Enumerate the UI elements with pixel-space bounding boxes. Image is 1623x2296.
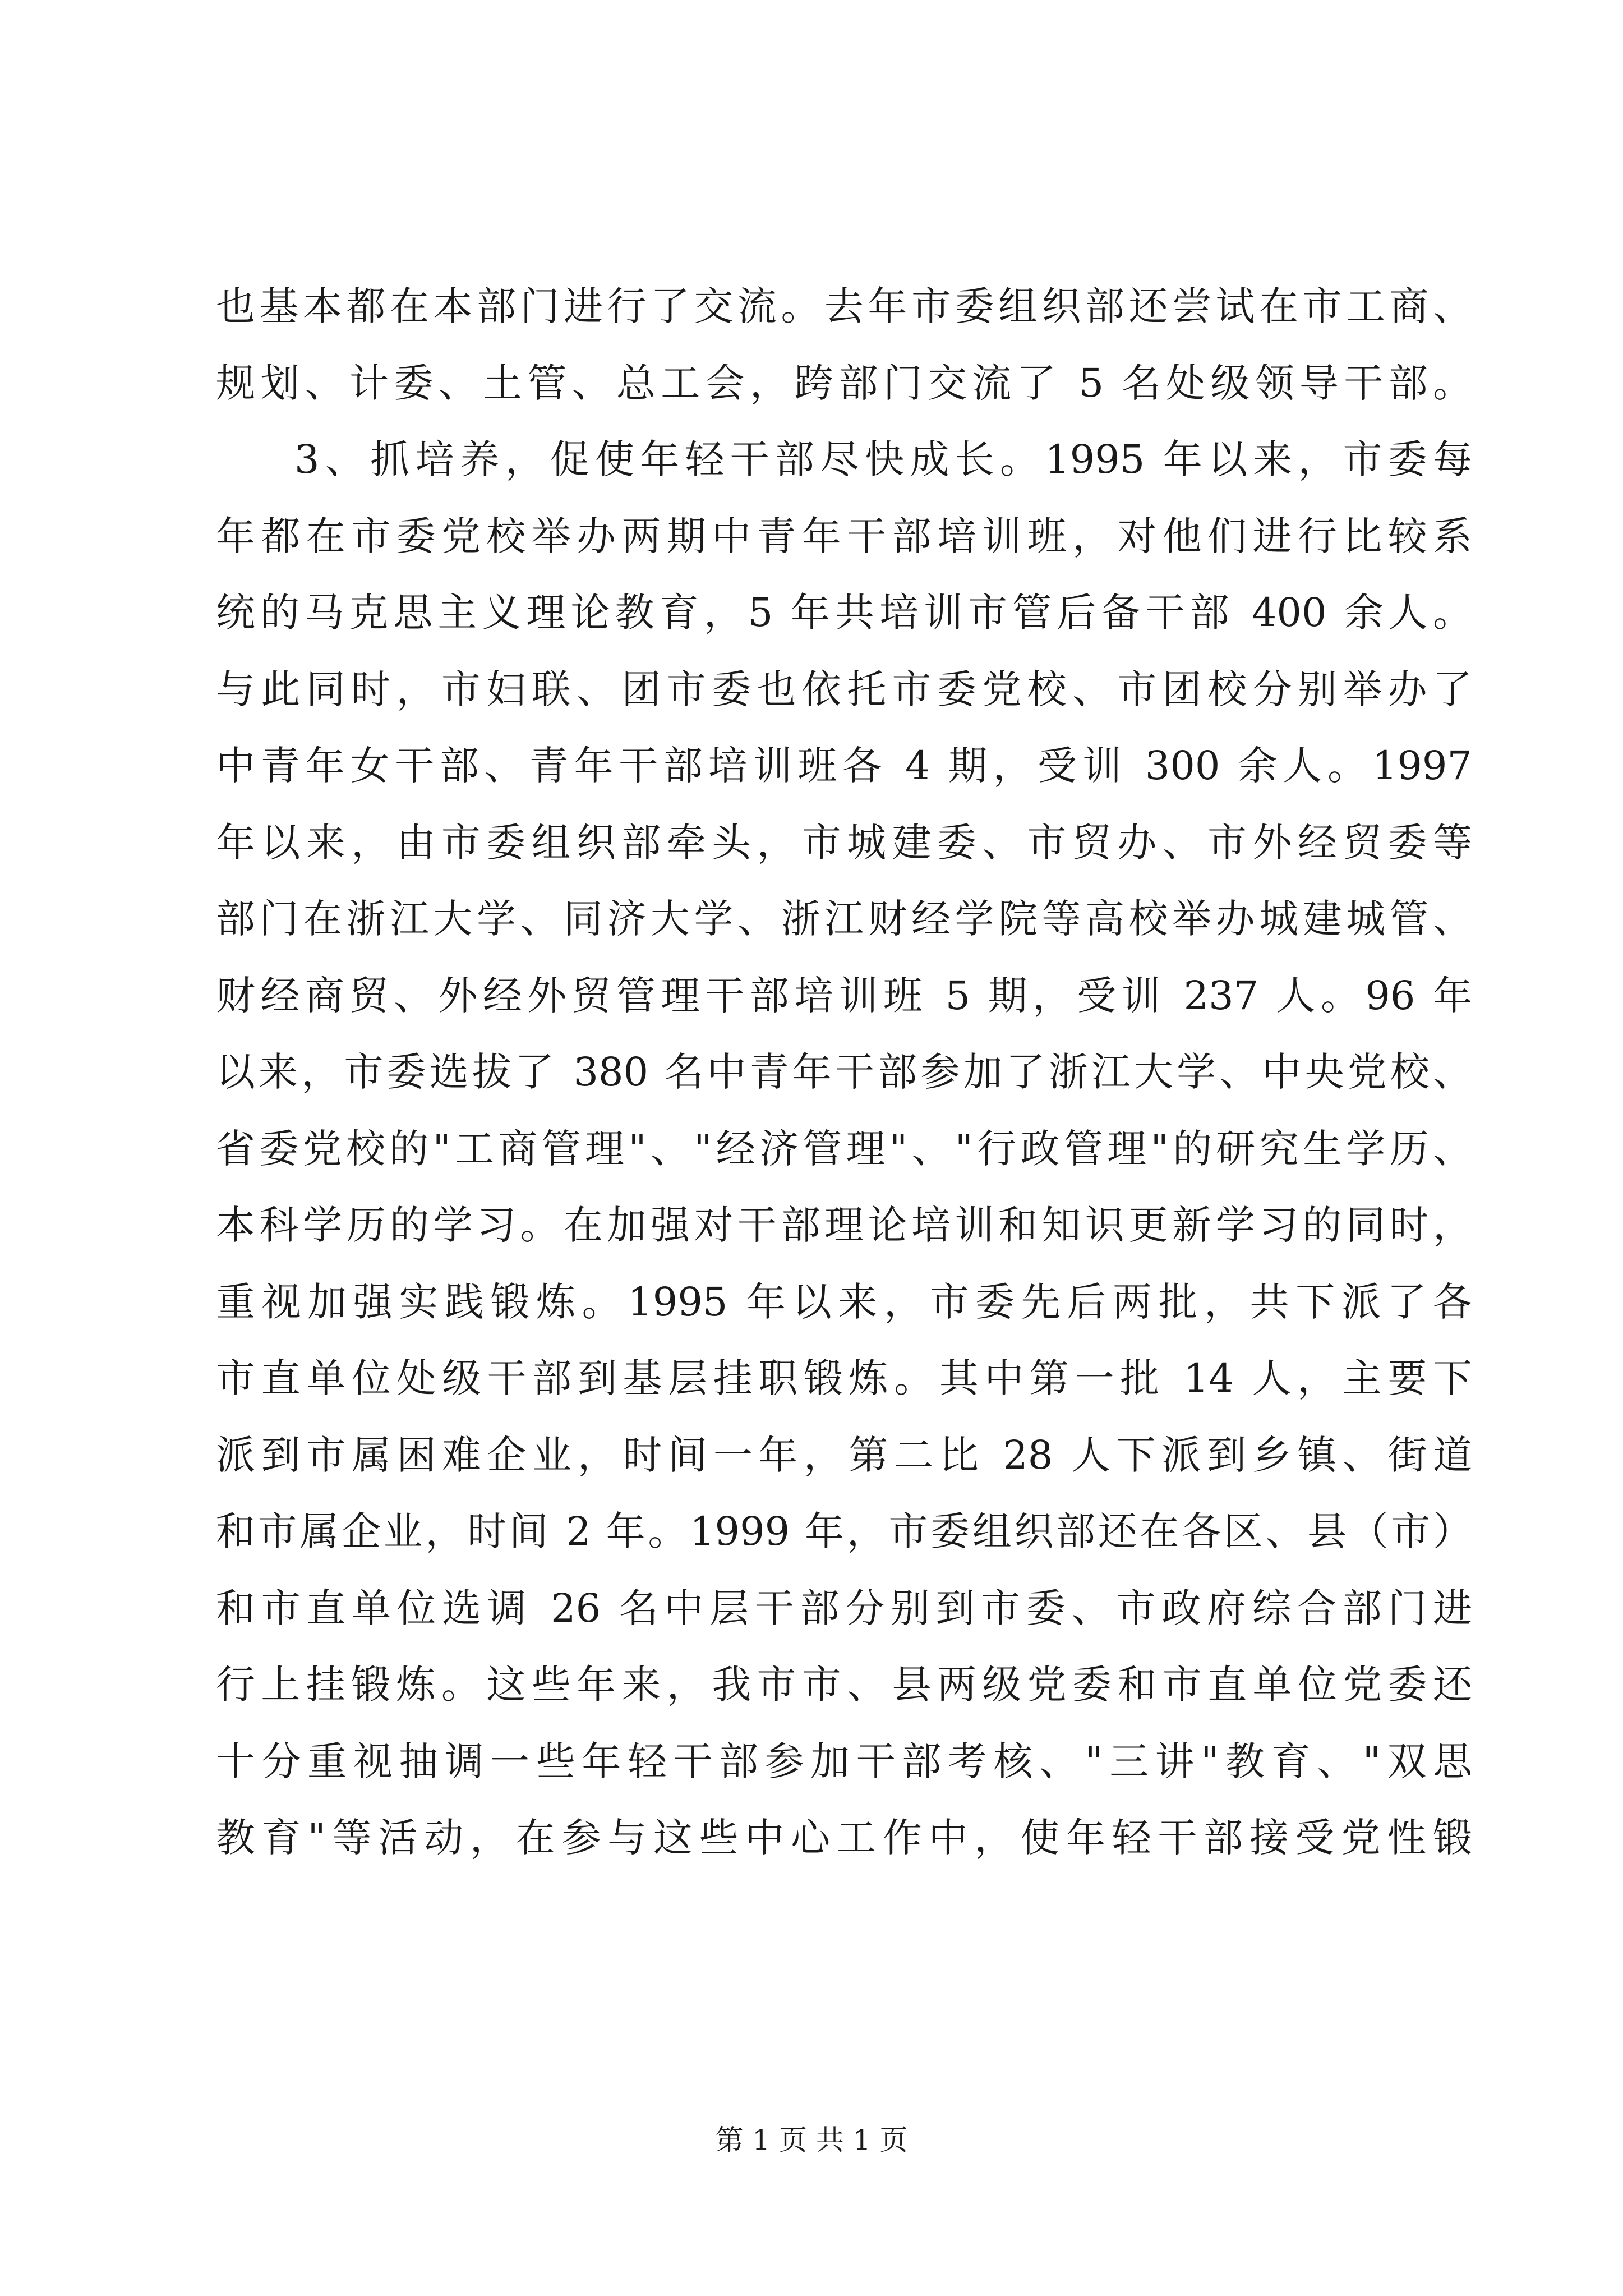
- text-line: 年以来，由市委组织部牵头，市城建委、市贸办、市外经贸委等: [216, 819, 1472, 866]
- text-line: 市直单位处级干部到基层挂职锻炼。其中第一批 14 人，主要下: [216, 1355, 1472, 1401]
- document-body: [216, 268, 1472, 1876]
- text-line: 也基本都在本部门进行了交流。去年市委组织部还尝试在市工商、: [216, 283, 1472, 329]
- text-line: 本科学历的学习。在加强对干部理论培训和知识更新学习的同时，: [216, 1202, 1472, 1248]
- text-line: 中青年女干部、青年干部培训班各 4 期，受训 300 余人。1997: [216, 743, 1472, 789]
- text-line: 教育"等活动，在参与这些中心工作中，使年轻干部接受党性锻: [216, 1815, 1472, 1861]
- text-line: 以来，市委选拔了 380 名中青年干部参加了浙江大学、中央党校、: [216, 1049, 1472, 1095]
- text-line: 部门在浙江大学、同济大学、浙江财经学院等高校举办城建城管、: [216, 896, 1472, 942]
- text-line: 和市直单位选调 26 名中层干部分别到市委、市政府综合部门进: [216, 1585, 1472, 1631]
- text-line: 派到市属困难企业，时间一年，第二比 28 人下派到乡镇、街道: [216, 1432, 1472, 1478]
- text-line: 规划、计委、土管、总工会，跨部门交流了 5 名处级领导干部。: [216, 360, 1472, 406]
- text-line: 和市属企业，时间 2 年。1999 年，市委组织部还在各区、县（市）: [216, 1508, 1472, 1554]
- text-line: 统的马克思主义理论教育，5 年共培训市管后备干部 400 余人。: [216, 590, 1472, 636]
- text-line: 年都在市委党校举办两期中青年干部培训班，对他们进行比较系: [216, 513, 1472, 559]
- text-line: 与此同时，市妇联、团市委也依托市委党校、市团校分别举办了: [216, 666, 1472, 712]
- page-number-footer: 第 1 页 共 1 页: [715, 2124, 908, 2156]
- text-line: 重视加强实践锻炼。1995 年以来，市委先后两批，共下派了各: [216, 1278, 1472, 1325]
- text-line: 省委党校的"工商管理"、"经济管理"、"行政管理"的研究生学历、: [216, 1125, 1472, 1172]
- text-line: 十分重视抽调一些年轻干部参加干部考核、"三讲"教育、"双思: [216, 1738, 1472, 1784]
- text-line: 3、抓培养，促使年轻干部尽快成长。1995 年以来，市委每: [294, 436, 1472, 482]
- text-line: 财经商贸、外经外贸管理干部培训班 5 期，受训 237 人。96 年: [216, 972, 1472, 1019]
- text-line: 行上挂锻炼。这些年来，我市市、县两级党委和市直单位党委还: [216, 1662, 1472, 1708]
